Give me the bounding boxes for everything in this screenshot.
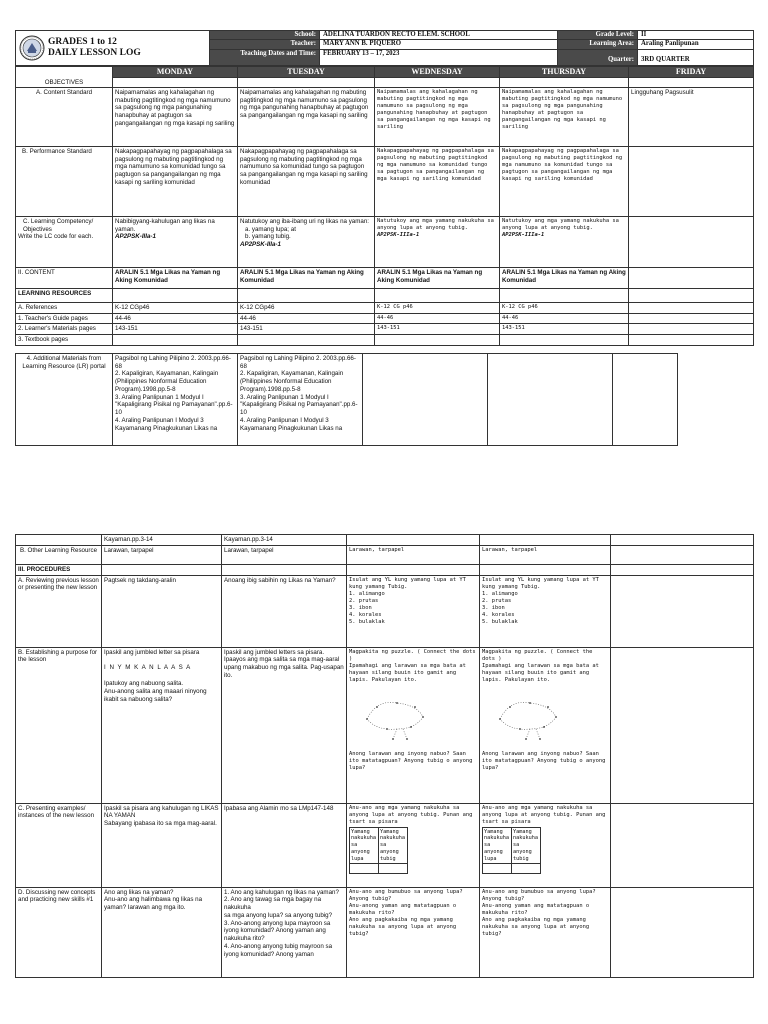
ps-thu: Nakapagpapahayag ng pagpapahalaga sa pagsulong ng mabuting pagtitingkod ng mga namumuno sa komunidad tungo sa pagtugon sa pangangailangan ng mga kasapi ng sariling komunidad (500, 146, 629, 216)
add-mon: Pagsibol ng Lahing Pilipino 2. 2003.pp.66-68 2. Kapaligiran, Kayamanan, Kalingain (Philippines Nonformal Education Program).1998.pp.5-8 3. Araling Panlipunan 1 Modyul I "Kapaligirang Pisikal ng Pamayanan".pp.6-10 4. Araling Panlipunan I Modyul 3 Kayamanang Pinagkukunan Likas na (113, 353, 238, 445)
comp-tue-b: b. yamang tubig. (245, 233, 291, 241)
tg-pages-label: 1. Teacher's Guide pages (16, 313, 113, 324)
proc-a-label: A. Reviewing previous lesson or presenting the new lesson (16, 575, 102, 647)
other-cont-mon: Kayaman.pp.3-14 (102, 535, 222, 546)
tg-thu: 44-46 (500, 313, 629, 324)
cs-mon: Naipamamalas ang kahalagahan ng mabuting pagtitingkod ng mga namumuno sa pagsulong ng mga pangunahing hanapbuhay at pagtugon sa pangangailangan ng mga kasapi ng sariling (113, 87, 238, 146)
row-resources (16, 288, 754, 302)
proc-d-wed: Anu-ano ang bumubuo sa anyong lupa? Anyong tubig? Anu-anong yaman ang matatagpuan o makukuha rito? Ano ang pagkakaiba ng mga yamang nakukuha sa anyong lupa at anyong tubig? (347, 887, 480, 977)
row-competency (16, 216, 754, 267)
proc-b-mon-2: I N Y M K A N L A A S A (104, 664, 192, 672)
lm-mon: 143-151 (113, 324, 238, 335)
brand-line-1: GRADES 1 to 12 (48, 37, 117, 48)
comp-mon-code: AP2PSK-IIIa-1 (115, 233, 156, 241)
other-tue: Larawan, tarpapel (222, 545, 347, 564)
grade-label: Grade Level: (558, 31, 638, 40)
brand-cell (16, 31, 210, 66)
other-thu: Larawan, tarpapel (480, 545, 611, 564)
proc-b-label: B. Establishing a purpose for the lesson (16, 647, 102, 803)
proc-b-tue: Ipaskil ang jumbled letters sa pisara. Ipaayos ang mga salita sa mga mag-aaral upang makabuo ng mga salita. Pag-usapan ito. (222, 647, 347, 803)
comp-tue-a: a. yamang lupa; at (245, 225, 296, 233)
day-monday: MONDAY (113, 66, 238, 77)
area-value: Araling Panlipunan (638, 40, 754, 49)
comp-mon-text: Nabibigyang-kahulugan ang likas na yaman. (115, 217, 215, 233)
cs-thu: Naipamamalas ang kahalagahan ng mabuting pagtitingkod ng mga namumuno sa pagsulong ng mga pangunahing hanapbuhay at pagtugon sa pangangailangan ng mga kasapi ng sariling (500, 87, 629, 146)
additional-label: 4. Additional Materials from Learning Resource (LR) portal (16, 353, 113, 445)
comp-tue (238, 216, 375, 267)
content-mon: ARALIN 5.1 Mga Likas na Yaman ng Aking Komunidad (113, 267, 238, 288)
cs-fri: Lingguhang Pagsusulit (629, 87, 754, 146)
ref-wed: K-12 CG p46 (375, 302, 500, 313)
dates-value: FEBRUARY 13 – 17, 2023 (320, 49, 558, 65)
other-resources-label: B. Other Learning Resource (16, 545, 102, 564)
teacher-value: MARY ANN B. PIQUERO (320, 40, 558, 49)
proc-c-wed-text: Anu-ano ang mga yamang nakukuha sa anyong lupa at anyong tubig. Punan ang tsart sa pisara (349, 804, 473, 825)
tg-wed: 44-46 (375, 313, 500, 324)
comp-thu-code: AP2PSK-IIIa-1 (502, 232, 545, 238)
proc-c-thu-text: Anu-ano ang mga yamang nakukuha sa anyong lupa at anyong tubig. Punan ang tsart sa pisara (482, 804, 606, 825)
row-content (16, 267, 754, 288)
connect-dots-puzzle-icon (490, 689, 566, 741)
ref-mon: K-12 CGp46 (113, 302, 238, 313)
lesson-table-additional (15, 353, 678, 446)
chart-col-lupa: Yamang nakukuha sa anyong lupa (350, 827, 379, 864)
competency-label-b: Write the LC code for each. (18, 233, 94, 241)
proc-b-mon-3: Ipatukoy ang nabuong salita. Anu-anong salita ang maaari ninyong ikabit sa nabuong salita? (104, 680, 207, 703)
row-proc-c (16, 803, 754, 887)
proc-d-tue: 1. Ano ang kahulugan ng likas na yaman? 2. Ano ang tawag sa mga bagay na nakukuha sa mga anyong lupa? sa anyong tubig? 3. Ano-anong anyong lupa mayroon sa iyong komunidad? Anong yaman ang nakukuha rito? 4. Ano-anong anyong tubig mayroon sa iyong komunidad? Anong yaman (222, 887, 347, 977)
other-wed: Larawan, tarpapel (347, 545, 480, 564)
row-lm-pages (16, 324, 754, 335)
comp-wed-text: Natutukoy ang mga yamang nakukuha sa anyong lupa at anyong tubig. (377, 217, 494, 231)
textbook-label: 3. Textbook pages (16, 335, 113, 346)
row-references (16, 302, 754, 313)
row-procedures (16, 564, 754, 575)
row-other-resources (16, 545, 754, 564)
proc-a-mon: Pagtsek ng takdang-aralin (102, 575, 222, 647)
cs-wed: Naipamamalas ang kahalagahan ng mabuting pagtitingkod ng mga namumuno sa pagsulong ng mga pangunahing hanapbuhay at pagtugon sa pangangailangan ng mga kasapi ng sariling (375, 87, 500, 146)
comp-wed-code: AP2PSK-IIIa-1 (377, 232, 420, 238)
proc-a-wed: Isulat ang YL kung yamang lupa at YT kung yamang Tubig. 1. alimango 2. prutas 3. ibon 4. korales 5. bulaklak (347, 575, 480, 647)
lm-thu: 143-151 (500, 324, 629, 335)
teacher-label: Teacher: (210, 40, 320, 49)
day-tuesday: TUESDAY (238, 66, 375, 77)
chart-col-lupa: Yamang nakukuha sa anyong lupa (483, 827, 512, 864)
lm-wed: 143-151 (375, 324, 500, 335)
day-friday: FRIDAY (629, 66, 754, 77)
proc-d-mon: Ano ang likas na yaman? Anu-ano ang halimbawa ng likas na yaman? Iarawan ang mga ito. (102, 887, 222, 977)
proc-c-wed (347, 803, 480, 887)
proc-b-thu-2: Anong larawan ang inyong nabuo? Saan ito matatagpuan? Anyong tubig o anyong lupa? (482, 750, 606, 771)
comp-wed (375, 216, 500, 267)
performance-standard-label: B. Performance Standard (16, 146, 113, 216)
proc-b-wed-2: Anong larawan ang inyong nabuo? Saan ito matatagpuan? Anyong tubig o anyong lupa? (349, 750, 473, 771)
tg-tue: 44-46 (238, 313, 375, 324)
lesson-log-page-1 (15, 30, 753, 446)
cs-tue: Naipamamalas ang kahalagahan ng mabuting pagtitingkod ng mga namumuno sa pagsulong ng mga pangunahing hanapbuhay at pagtugon sa pangangailangan ng mga kasapi ng sariling (238, 87, 375, 146)
proc-b-mon-1: Ipaskil ang jumbled letter sa pisara (104, 648, 200, 656)
objectives-label: OBJECTIVES (16, 66, 113, 87)
add-tue: Pagsibol ng Lahing Pilipino 2. 2003.pp.66-68 2. Kapaligiran, Kayamanan, Kalingain (Philippines Nonformal Education Program).1998.pp.5-8 3. Araling Panlipunan 1 Modyul I "Kapaligirang Pisikal ng Pamayanan".pp.6-10 4. Araling Panlipunan I Modyul 3 Kayamanang Pinagkukunan Likas na (238, 353, 363, 445)
proc-b-wed (347, 647, 480, 803)
other-mon: Larawan, tarpapel (102, 545, 222, 564)
row-other-cont (16, 535, 754, 546)
proc-b-thu (480, 647, 611, 803)
ps-tue: Nakapagpapahayag ng pagpapahalaga sa pagsulong ng mabuting pagtitingkod ng mga namumuno sa komunidad tungo sa pagtugon sa pangangailangan ng mga kasapi ng sariling komunidad (238, 146, 375, 216)
ref-thu: K-12 CG p46 (500, 302, 629, 313)
chart-table (482, 827, 541, 875)
competency-label-a: C. Learning Competency/ Objectives (23, 217, 94, 233)
chart-col-tubig: Yamang nakukuha sa anyong tubig (512, 827, 541, 864)
proc-c-mon: Ipaskil sa pisara ang kahulugan ng LIKAS NA YAMAN Sabayang ipabasa ito sa mga mag-aaral. (102, 803, 222, 887)
school-label: School: (210, 31, 320, 40)
lesson-table-procedures (15, 534, 754, 978)
comp-thu-text: Natutukoy ang mga yamang nakukuha sa anyong lupa at anyong tubig. (502, 217, 619, 231)
proc-a-thu: Isulat ang YL kung yamang lupa at YT kung yamang Tubig. 1. alimango 2. prutas 3. ibon 4. korales 5. bulaklak (480, 575, 611, 647)
procedures-label: III. PROCEDURES (16, 564, 102, 575)
proc-a-tue: Anoang ibig sabihin ng Likas na Yaman? (222, 575, 347, 647)
day-wednesday: WEDNESDAY (375, 66, 500, 77)
competency-label (16, 216, 113, 267)
chart-table (349, 827, 408, 875)
row-additional (16, 353, 678, 445)
tg-mon: 44-46 (113, 313, 238, 324)
proc-c-thu (480, 803, 611, 887)
chart-col-tubig: Yamang nakukuha sa anyong tubig (379, 827, 408, 864)
day-thursday: THURSDAY (500, 66, 629, 77)
references-label: A. References (16, 302, 113, 313)
proc-b-mon (102, 647, 222, 803)
content-tue: ARALIN 5.1 Mga Likas na Yaman ng Aking Komunidad (238, 267, 375, 288)
row-content-standard (16, 87, 754, 146)
comp-tue-code: AP2PSK-IIIa-1 (240, 241, 281, 249)
row-proc-a (16, 575, 754, 647)
comp-tue-text: Natutukoy ang iba-ibang uri ng likas na yaman: (240, 217, 369, 225)
lesson-table-top (15, 66, 754, 346)
ps-mon: Nakapagpapahayag ng pagpapahalaga sa pagsulong ng mabuting pagtitingkod ng mga namumuno sa komunidad tungo sa pagtugon sa pangangailangan ng mga kasapi ng sariling komunidad (113, 146, 238, 216)
header-table (15, 30, 754, 66)
lm-tue: 143-151 (238, 324, 375, 335)
proc-b-wed-1: Magpakita ng puzzle. ( Connect the dots ) Ipamahagi ang larawan sa mga bata at hayaan silang buuin ito gamit ang lapis. Pakulayan ito. (349, 648, 476, 683)
other-cont-tue: Kayaman.pp.3-14 (222, 535, 347, 546)
lm-pages-label: 2. Learner's Materials pages (16, 324, 113, 335)
content-wed: ARALIN 5.1 Mga Likas na Yaman ng Aking Komunidad (375, 267, 500, 288)
area-label: Learning Area: (558, 40, 638, 49)
dates-label: Teaching Dates and Time: (210, 49, 320, 65)
proc-d-label: D. Discussing new concepts and practicing new skills #1 (16, 887, 102, 977)
row-textbook (16, 335, 754, 346)
lesson-log-page-2 (15, 534, 753, 978)
row-performance-standard (16, 146, 754, 216)
ps-wed: Nakapagpapahayag ng pagpapahalaga sa pagsulong ng mabuting pagtitingkod ng mga namumuno sa komunidad tungo sa pagtugon sa pangangailangan ng mga kasapi ng sariling komunidad (375, 146, 500, 216)
row-proc-d (16, 887, 754, 977)
content-thu: ARALIN 5.1 Mga Likas na Yaman ng Aking Komunidad (500, 267, 629, 288)
row-tg-pages (16, 313, 754, 324)
connect-dots-puzzle-icon (357, 689, 433, 741)
comp-thu (500, 216, 629, 267)
comp-mon (113, 216, 238, 267)
proc-d-thu: Anu-ano ang bumubuo sa anyong lupa? Anyong tubig? Anu-anong yaman ang matatagpuan o makukuha rito? Ano ang pagkakaiba ng mga yamang nakukuha sa anyong lupa at anyong tubig? (480, 887, 611, 977)
deped-seal-icon (19, 35, 45, 61)
brand-line-2: DAILY LESSON LOG (48, 47, 141, 58)
grade-value: II (638, 31, 754, 40)
row-proc-b (16, 647, 754, 803)
proc-b-thu-1: Magpakita ng puzzle. ( Connect the dots ) Ipamahagi ang larawan sa mga bata at hayaan silang buuin ito gamit ang lapis. Pakulayan ito. (482, 648, 599, 683)
proc-c-tue: Ipabasa ang Alamin mo sa LMp147-148 (222, 803, 347, 887)
resources-label: LEARNING RESOURCES (16, 288, 113, 302)
ref-tue: K-12 CGp46 (238, 302, 375, 313)
quarter-label: Quarter: (558, 49, 638, 65)
quarter-value: 3RD QUARTER (638, 49, 754, 65)
content-label: II. CONTENT (16, 267, 113, 288)
school-value: ADELINA TUARDON RECTO ELEM. SCHOOL (320, 31, 558, 40)
content-standard-label: A. Content Standard (16, 87, 113, 146)
proc-c-label: C. Presenting examples/ instances of the new lesson (16, 803, 102, 887)
